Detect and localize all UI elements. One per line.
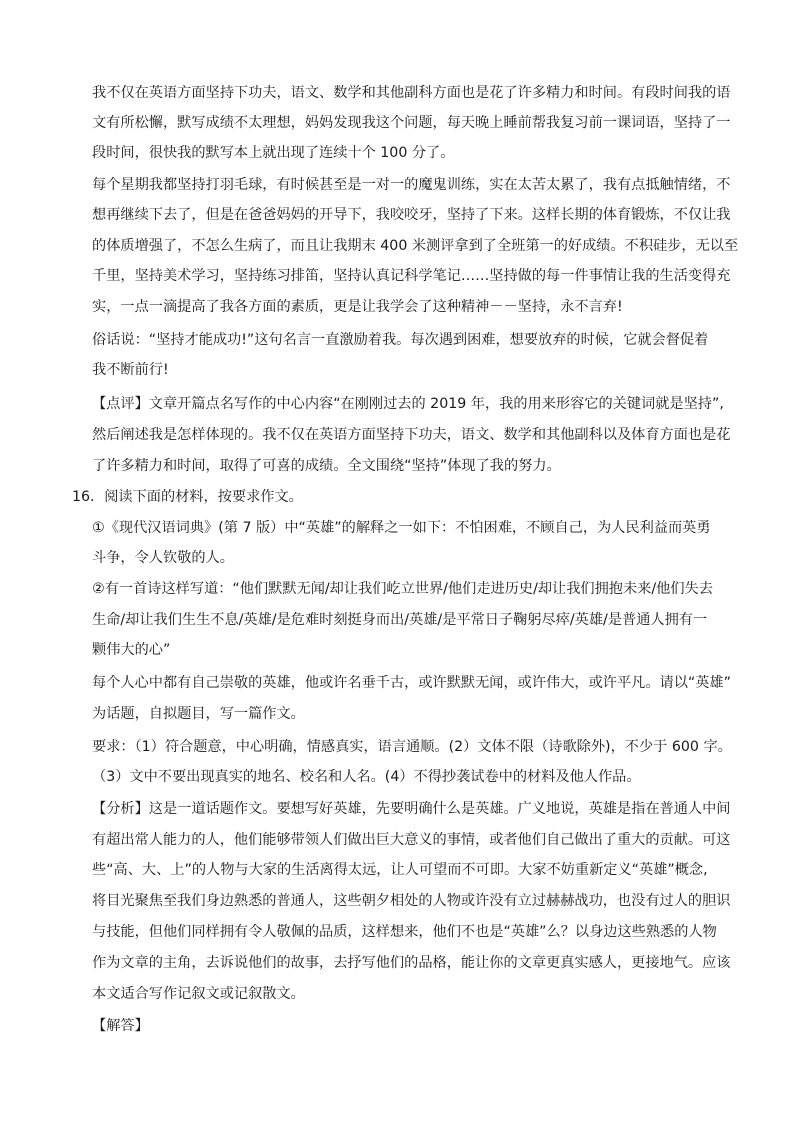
text-line: 俗话说：“坚持才能成功!”这句名言一直激励着我。每次遇到困难，想要放弃的时候，它就会督促着 [92, 332, 709, 348]
text-line: 文有所松懈，默写成绩不太理想，妈妈发现我这个问题，每天晚上睡前帮我复习前一课词语，坚持了一 [92, 115, 731, 131]
comment-line: 了许多精力和时间，取得了可喜的成绩。全文围绕“坚持”体现了我的努力。 [92, 458, 561, 474]
material-line: 生命/却让我们生生不息/英雄/是危难时刻挺身而出/英雄/是平常日子鞠躬尽瘁/英雄/是普通人拥有一 [92, 612, 708, 628]
text-line: 段时间，很快我的默写本上就出现了连续十个 100 分了。 [92, 145, 455, 161]
text-line: 想再继续下去了，但是在爸爸妈妈的开导下，我咬咬牙，坚持了下来。这样长期的体育锻炼，不仅让我 [92, 207, 731, 223]
text-line: 的体质增强了，不怎么生病了，而且让我期末 400 米测评拿到了全班第一的好成绩。不积硅步，无以至 [92, 238, 739, 254]
prompt-line: 每个人心中都有自己崇敬的英雄，他或许名垂千古，或许默默无闻，或许伟大，或许平凡。请以“英雄” [92, 675, 731, 691]
answer-label: 【解答】 [92, 1018, 149, 1034]
text-line: 我不仅在英语方面坚持下功夫，语文、数学和其他副科方面也是花了许多精力和时间。有段时间我的语 [92, 85, 731, 101]
analysis-line: 【分析】这是一道话题作文。要想写好英雄，先要明确什么是英雄。广义地说，英雄是指在普通人中间 [92, 801, 731, 817]
text-line: 我不断前行! [92, 362, 169, 378]
prompt-line: 为话题，自拟题目，写一篇作文。 [92, 706, 305, 722]
analysis-line: 些“高、大、上”的人物与大家的生活离得太远，让人可望而不可即。大家不妨重新定义“英雄”概念, [92, 862, 708, 878]
analysis-line: 本文适合写作记叙文或记叙散文。 [92, 986, 305, 1002]
material-line: ①《现代汉语词典》(第 7 版）中“英雄”的解释之一如下：不怕困难，不顾自己，为人民利益而英勇 [92, 520, 711, 536]
analysis-line: 与技能，但他们同样拥有令人敬佩的品质，这样想来，他们不也是“英雄”么？以身边这些熟悉的人物 [92, 924, 717, 940]
comment-line: 【点评】文章开篇点名写作的中心内容“在刚刚过去的 2019 年，我的用来形容它的关键词就是坚持”, [92, 396, 724, 412]
text-line: 每个星期我都坚持打羽毛球，有时候甚至是一对一的魔鬼训练，实在太苦太累了，我有点抵触情绪，不 [92, 177, 731, 193]
requirement-line: 要求：（1）符合题意，中心明确，情感真实，语言通顺。(2）文体不限（诗歌除外)，不少于 600 字。 [92, 739, 732, 755]
question-title: 16．阅读下面的材料，按要求作文。 [72, 489, 303, 505]
material-line: 颗伟大的心” [92, 642, 171, 658]
analysis-line: 作为文章的主角，去诉说他们的故事，去抒写他们的品格，能让你的文章更真实感人，更接地气。应该 [92, 955, 731, 971]
comment-line: 然后阐述我是怎样体现的。我不仅在英语方面坚持下功夫，语文、数学和其他副科以及体育方面也是花 [92, 427, 731, 443]
requirement-line: （3）文中不要出现真实的地名、校名和人名。(4）不得抄袭试卷中的材料及他人作品。 [92, 769, 641, 785]
text-line: 千里，坚持美术学习，坚持练习排笛，坚持认真记科学笔记……坚持做的每一件事情让我的生活变得充 [92, 268, 731, 284]
analysis-line: 将目光聚焦至我们身边熟悉的普通人，这些朝夕相处的人物或许没有立过赫赫战功，也没有过人的胆识 [92, 893, 731, 909]
material-line: ②有一首诗这样写道：“他们默默无闻/却让我们屹立世界/他们走进历史/却让我们拥抱未来/他们失去 [92, 581, 713, 597]
material-line: 斗争，令人钦敬的人。 [92, 550, 234, 566]
text-line: 实，一点一滴提高了我各方面的素质，更是让我学会了这种精神－－坚持，永不言弃! [92, 299, 623, 315]
analysis-line: 有超出常人能力的人，他们能够带领人们做出巨大意义的事情，或者他们自己做出了重大的贡献。可这 [92, 832, 731, 848]
